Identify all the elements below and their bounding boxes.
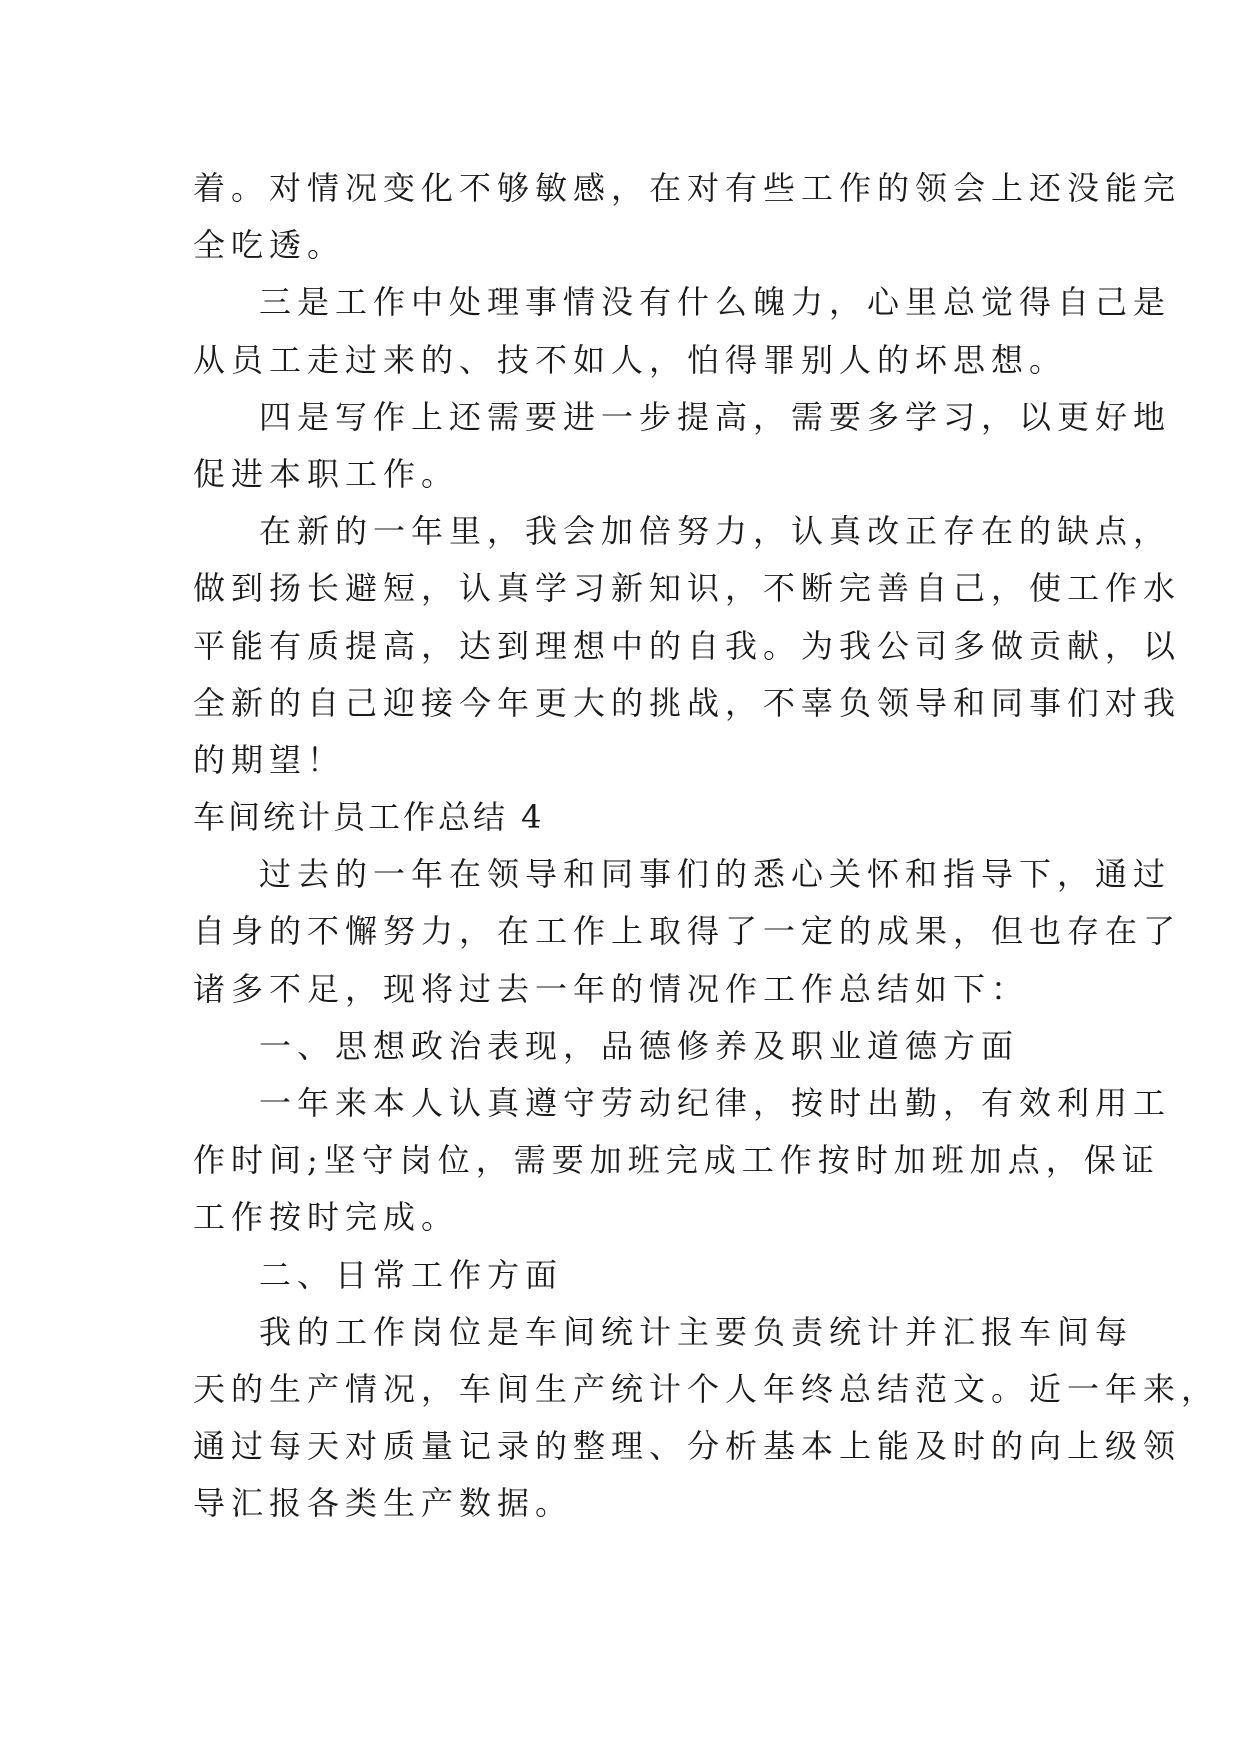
text-line: 天的生产情况，车间生产统计个人年终总结范文。近一年来， — [193, 1369, 1220, 1408]
text-line: 促进本职工作。 — [193, 454, 460, 493]
text-line: 三是工作中处理事情没有什么魄力，心里总觉得自己是 — [259, 283, 1172, 322]
text-line: 全吃透。 — [193, 226, 346, 265]
text-line: 平能有质提高，达到理想中的自我。为我公司多做贡献，以 — [193, 626, 1182, 665]
text-line: 我的工作岗位是车间统计主要负责统计并汇报车间每 — [259, 1312, 1134, 1351]
text-line: 着。对情况变化不够敏感，在对有些工作的领会上还没能完 — [193, 169, 1182, 207]
subsection-heading: 二、日常工作方面 — [259, 1255, 564, 1294]
section-heading: 车间统计员工作总结 4 — [193, 798, 545, 837]
text-line: 全新的自己迎接今年更大的挑战，不辜负领导和同事们对我 — [193, 683, 1182, 722]
text-line: 诸多不足，现将过去一年的情况作工作总结如下： — [193, 969, 1030, 1008]
subsection-heading: 一、思想政治表现，品德修养及职业道德方面 — [259, 1026, 1020, 1065]
text-line: 从员工走过来的、技不如人，怕得罪别人的坏思想。 — [193, 340, 1068, 379]
text-line: 的期望！ — [193, 740, 346, 779]
text-line: 通过每天对质量记录的整理、分析基本上能及时的向上级领 — [193, 1427, 1182, 1466]
text-line: 一年来本人认真遵守劳动纪律，按时出勤，有效利用工 — [259, 1084, 1172, 1122]
text-line: 作时间;坚守岗位，需要加班完成工作按时加班加点，保证 — [193, 1141, 1160, 1180]
text-line: 四是写作上还需要进一步提高，需要多学习，以更好地 — [259, 397, 1172, 436]
document-body — [193, 160, 1220, 1533]
text-line: 导汇报各类生产数据。 — [193, 1484, 574, 1523]
text-line: 在新的一年里，我会加倍努力，认真改正存在的缺点， — [259, 512, 1172, 551]
text-line: 自身的不懈努力，在工作上取得了一定的成果，但也存在了 — [193, 912, 1182, 951]
text-line: 过去的一年在领导和同事们的悉心关怀和指导下，通过 — [259, 855, 1172, 894]
text-line: 工作按时完成。 — [193, 1198, 460, 1237]
text-line: 做到扬长避短，认真学习新知识，不断完善自己，使工作水 — [193, 569, 1182, 608]
